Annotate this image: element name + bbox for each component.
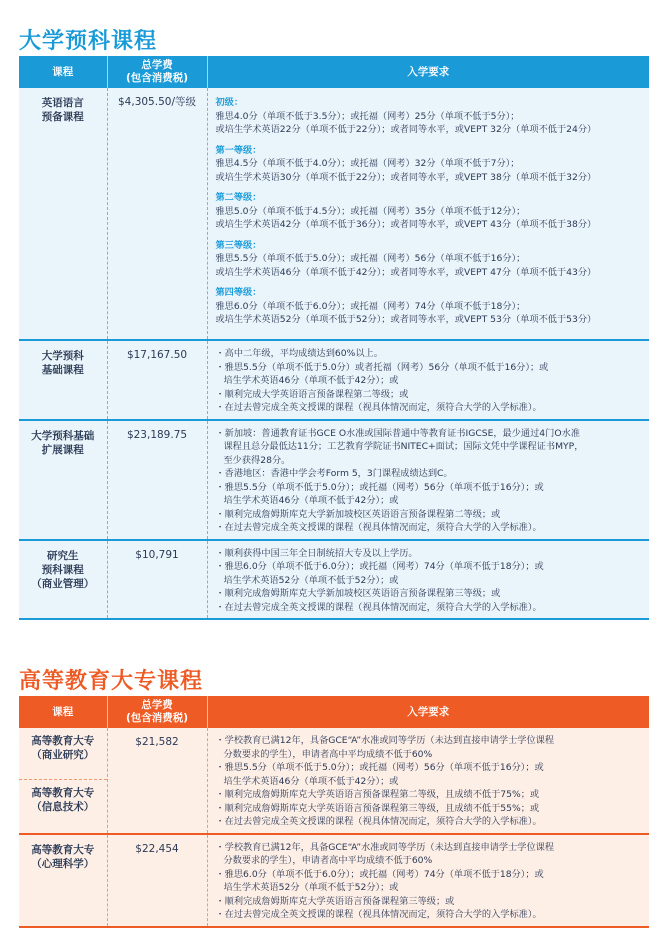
requirements-cell	[207, 340, 649, 420]
requirement-line: 或培生学术英语22分（单项不低于22分）；或者同等水平，或VEPT 32分（单项不低于24分）	[215, 124, 597, 135]
requirement-line: 课程且总分最低达11分；工艺教育学院证书NITEC+面试；国际文凭中学课程证书MYP，	[223, 441, 584, 452]
level-title: 第一等级：	[215, 144, 262, 156]
course-fee: $10,791	[107, 540, 207, 620]
header-course: 课程	[19, 696, 107, 728]
requirement-line: ・雅思5.5分（单项不低于5.0分）；或托福（网考）56分（单项不低于16分）；或	[215, 481, 544, 493]
diploma-section	[19, 664, 649, 928]
requirements-cell	[207, 540, 649, 620]
requirement-line: 分数要求的学生），申请者高中平均成绩不低于60%	[223, 855, 433, 866]
requirement-line: ・新加坡：普通教育证书GCE O水准或国际普通中等教育证书IGCSE，最少通过4门O水准	[215, 427, 580, 439]
header-course: 课程	[19, 56, 107, 88]
level-block	[216, 239, 644, 280]
diploma-table	[19, 696, 649, 928]
course-name-it: 高等教育大专 （信息技术）	[31, 787, 95, 813]
requirements-cell	[207, 420, 649, 540]
requirement-line: 培生学术英语52分（单项不低于52分）；或	[223, 574, 399, 586]
foundation-section	[19, 24, 649, 620]
requirement-line: ・在过去曾完成全英文授课的课程（视具体情况而定，须符合大学的入学标准）。	[215, 909, 542, 920]
diploma-title: 高等教育大专课程	[19, 669, 204, 694]
requirements-cell	[207, 834, 649, 927]
requirement-line: 雅思6.0分（单项不低于6.0分）；或托福（网考）74分（单项不低于18分）；	[215, 300, 526, 312]
level-block	[216, 286, 644, 327]
requirement-line: 或培生学术英语30分（单项不低于22分）；或者同等水平，或VEPT 38分（单项不低于32分）	[215, 171, 597, 183]
requirement-line: 或培生学术英语52分（单项不低于52分）；或者同等水平，或VEPT 53分（单项不低于53分）	[215, 314, 597, 325]
level-block	[216, 144, 644, 185]
requirement-line: ・顺利完成詹姆斯库克大学英语语言预备课程第三等级；或	[215, 895, 455, 907]
table-row	[19, 88, 649, 340]
requirement-line: ・顺利完成詹姆斯库克大学英语语言预备课程第三等级，且成绩不低于55%；或	[215, 802, 540, 814]
requirement-line: ・雅思6.0分（单项不低于6.0分）；或托福（网考）74分（单项不低于18分）；或	[215, 561, 544, 572]
level-title: 第二等级：	[215, 192, 262, 203]
requirement-line: ・学校教育已满12年，具备GCE“A”水准或同等学历（未达到直接申请学士学位课程	[215, 735, 555, 746]
header-fee: 总学费 (包含消费税)	[107, 696, 207, 728]
level-title: 第三等级：	[215, 239, 262, 251]
course-name-business: 高等教育大专 （商业研究）	[19, 734, 107, 780]
requirements-cell	[207, 728, 649, 834]
requirement-line: ・顺利完成大学英语语言预备课程第二等级；或	[215, 388, 409, 400]
level-title: 第四等级：	[215, 287, 262, 298]
course-name: 高等教育大专 （心理科学）	[19, 834, 107, 927]
level-block	[216, 96, 644, 137]
requirement-line: ・雅思5.5分（单项不低于5.0分）或者托福（网考）56分（单项不低于16分）；或	[215, 361, 549, 373]
course-name: 大学预科基础 扩展课程	[19, 420, 107, 540]
requirement-line: 或培生学术英语46分（单项不低于42分）；或者同等水平，或VEPT 47分（单项不低于43分）	[215, 266, 597, 278]
course-name: 研究生 预科课程 （商业管理）	[19, 540, 107, 620]
requirement-line: ・雅思5.5分（单项不低于5.0分）；或托福（网考）56分（单项不低于16分）；或	[215, 762, 544, 773]
requirement-line: ・顺利完成詹姆斯库克大学英语语言预备课程第二等级，且成绩不低于75%；或	[215, 789, 540, 800]
header-requirements: 入学要求	[207, 696, 649, 728]
requirement-line: 雅思5.5分（单项不低于5.0分）；或托福（网考）56分（单项不低于16分）；	[215, 253, 526, 264]
requirement-line: 分数要求的学生），申请者高中平均成绩不低于60%	[223, 748, 433, 760]
requirement-line: ・在过去曾完成全英文授课的课程（视具体情况而定，须符合大学的入学标准）。	[215, 601, 542, 613]
course-name: 大学预科 基础课程	[19, 340, 107, 420]
requirement-line: 培生学术英语46分（单项不低于42分）；或	[223, 495, 399, 506]
header-fee: 总学费 (包含消费税)	[107, 56, 207, 88]
course-fee: $21,582	[107, 728, 207, 834]
level-block	[216, 191, 644, 232]
course-fee: $17,167.50	[107, 340, 207, 420]
requirement-line: 至少获得28分。	[223, 454, 291, 466]
course-name	[19, 728, 107, 834]
requirement-line: ・顺利完成詹姆斯库克大学新加坡校区英语语言预备课程第三等级；或	[215, 588, 501, 599]
course-fee: $22,454	[107, 834, 207, 927]
requirement-line: ・高中二年级，平均成绩达到60%以上。	[215, 348, 383, 359]
table-row	[19, 420, 649, 540]
requirement-line: 或培生学术英语42分（单项不低于36分）；或者同等水平，或VEPT 43分（单项不低于38分）	[215, 219, 597, 230]
header-requirements: 入学要求	[207, 56, 649, 88]
requirement-line: ・顺利获得中国三年全日制统招大专及以上学历。	[215, 547, 418, 559]
table-row	[19, 340, 649, 420]
requirement-line: ・香港地区：香港中学会考Form 5，3门课程成绩达到C。	[215, 468, 453, 479]
table-row	[19, 728, 649, 834]
course-name: 英语语言 预备课程	[19, 88, 107, 340]
requirement-line: 雅思4.0分（单项不低于3.5分）；或托福（网考）25分（单项不低于5分）；	[215, 110, 520, 122]
requirement-line: 培生学术英语46分（单项不低于42分）；或	[223, 775, 399, 787]
requirement-line: 培生学术英语46分（单项不低于42分）；或	[223, 375, 399, 386]
requirement-line: ・雅思6.0分（单项不低于6.0分）；或托福（网考）74分（单项不低于18分）；或	[215, 868, 544, 880]
requirement-line: 雅思5.0分（单项不低于4.5分）；或托福（网考）35分（单项不低于12分）；	[215, 205, 526, 217]
requirement-line: ・在过去曾完成全英文授课的课程（视具体情况而定，须符合大学的入学标准）。	[215, 402, 542, 413]
table-row	[19, 540, 649, 620]
requirement-line: ・在过去曾完成全英文授课的课程（视具体情况而定，须符合大学的入学标准）。	[215, 522, 542, 533]
table-row	[19, 834, 649, 927]
foundation-title: 大学预科课程	[19, 29, 158, 54]
level-title: 初级：	[215, 97, 244, 108]
requirement-line: ・在过去曾完成全英文授课的课程（视具体情况而定，须符合大学的入学标准）。	[215, 816, 542, 827]
requirements-cell	[207, 88, 649, 340]
foundation-table	[19, 56, 649, 620]
requirement-line: 培生学术英语52分（单项不低于52分）；或	[223, 882, 399, 893]
course-fee: $23,189.75	[107, 420, 207, 540]
requirement-line: 雅思4.5分（单项不低于4.0分）；或托福（网考）32分（单项不低于7分）；	[215, 158, 520, 169]
requirement-line: ・学校教育已满12年，具备GCE“A”水准或同等学历（未达到直接申请学士学位课程	[215, 841, 555, 853]
requirement-line: ・顺利完成詹姆斯库克大学新加坡校区英语语言预备课程第二等级；或	[215, 508, 501, 520]
course-fee: $4,305.50/等级	[107, 88, 207, 340]
